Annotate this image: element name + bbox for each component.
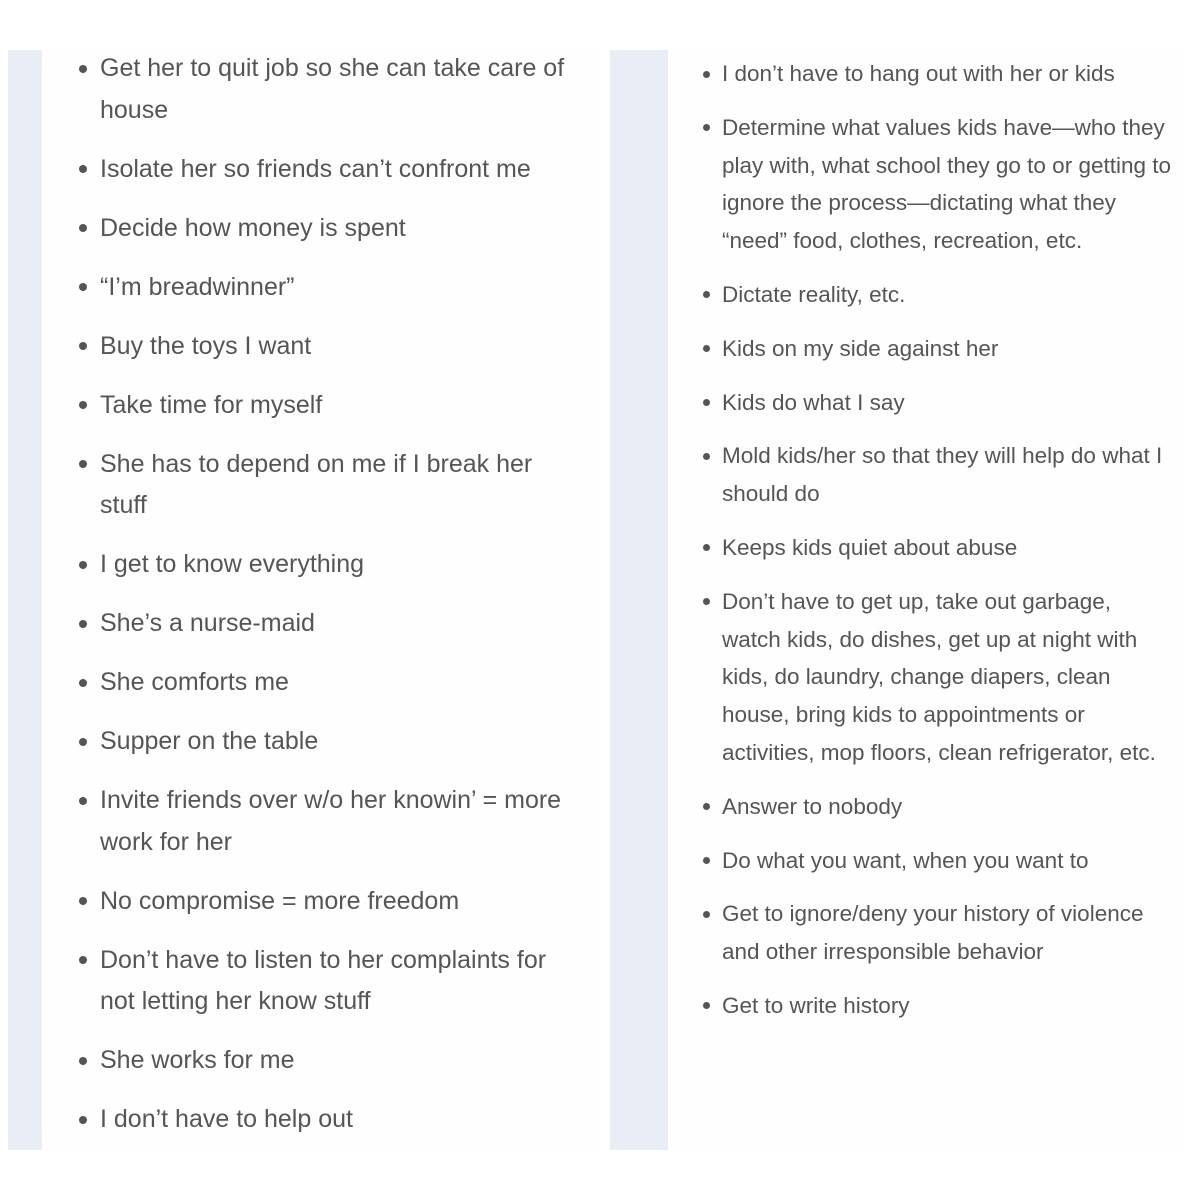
list-item <box>100 940 570 1023</box>
bullet-icon <box>79 224 87 232</box>
bullet-icon <box>79 65 87 73</box>
list-item <box>722 437 1172 513</box>
list-item-text: Supper on the table <box>100 727 319 755</box>
list-item <box>100 444 570 527</box>
bullet-icon <box>79 460 87 468</box>
list-item-text: Keeps kids quiet about abuse <box>722 534 1018 560</box>
list-item-text: She comforts me <box>100 668 289 696</box>
list-item <box>100 662 570 704</box>
list-item <box>722 583 1172 772</box>
list-item <box>722 842 1172 880</box>
right-bullet-list <box>722 55 1172 1041</box>
bullet-icon <box>79 1057 87 1065</box>
list-item-text: Get her to quit job so she can take care of house <box>100 54 565 124</box>
list-item <box>100 721 570 763</box>
list-item <box>100 881 570 923</box>
list-item <box>722 109 1172 260</box>
list-item <box>722 529 1172 567</box>
list-item <box>722 276 1172 314</box>
list-item-text: Invite friends over w/o her knowin’ = more work for her <box>100 786 562 856</box>
list-item-text: Get to write history <box>722 992 910 1018</box>
bullet-icon <box>79 561 87 569</box>
list-item <box>100 208 570 250</box>
list-item-text: Do what you want, when you want to <box>722 847 1089 873</box>
list-item-text: Don’t have to get up, take out garbage, watch kids, do dishes, get up at night with kids, do laundry, change diapers, clean house, bring kids to appointments or activities, mop floors, clean refrigerator, etc. <box>722 588 1156 765</box>
bullet-icon <box>79 342 87 350</box>
list-item <box>722 987 1172 1025</box>
list-item-text: Mold kids/her so that they will help do what I should do <box>722 443 1163 507</box>
list-item-text: No compromise = more freedom <box>100 886 460 915</box>
list-item-text: Buy the toys I want <box>100 331 312 360</box>
bullet-icon <box>79 165 87 173</box>
list-item <box>100 544 570 586</box>
list-item <box>100 326 570 368</box>
bullet-icon <box>703 71 710 78</box>
list-item-text: Kids do what I say <box>722 389 905 415</box>
bullet-icon <box>703 857 710 864</box>
list-item-text: Don’t have to listen to her complaints for not letting her know stuff <box>100 945 547 1015</box>
list-item-text: Decide how money is spent <box>100 213 406 242</box>
list-item <box>100 149 570 191</box>
list-item-text: She has to depend on me if I break her stuff <box>100 449 533 519</box>
list-item <box>100 780 570 863</box>
bullet-icon <box>703 453 710 460</box>
list-item-text: I don’t have to help out <box>100 1105 353 1133</box>
list-item-text: Kids on my side against her <box>722 335 999 361</box>
list-item-text: Determine what values kids have—who they play with, what school they go to or getting to ignore the process—dictating what they “need” food, clothes, recreation, etc. <box>722 114 1172 254</box>
list-item <box>100 1099 570 1141</box>
bullet-icon <box>79 956 87 964</box>
list-item-text: Dictate reality, etc. <box>722 281 906 307</box>
bullet-icon <box>79 283 87 291</box>
list-item-text: She’s a nurse-maid <box>100 609 315 637</box>
list-item <box>722 788 1172 826</box>
list-item-text: “I’m breadwinner” <box>100 272 295 301</box>
list-item <box>722 330 1172 368</box>
bullet-icon <box>79 401 87 409</box>
list-item <box>100 267 570 309</box>
list-item <box>100 385 570 427</box>
list-item <box>722 895 1172 971</box>
list-item <box>100 1040 570 1082</box>
list-item <box>722 384 1172 422</box>
bullet-icon <box>79 1116 87 1124</box>
list-item-text: She works for me <box>100 1046 295 1074</box>
bullet-icon <box>703 911 710 918</box>
bullet-icon <box>79 620 87 628</box>
left-bullet-list <box>100 48 570 1158</box>
bullet-icon <box>79 679 87 687</box>
list-item-text: Answer to nobody <box>722 793 903 819</box>
bullet-icon <box>79 738 87 746</box>
list-item <box>722 55 1172 93</box>
list-item <box>100 48 570 131</box>
list-item-text: Take time for myself <box>100 390 323 419</box>
list-item-text: I don’t have to hang out with her or kids <box>722 61 1115 86</box>
list-item-text: Get to ignore/deny your history of violence and other irresponsible behavior <box>722 901 1144 965</box>
bullet-icon <box>79 897 87 905</box>
list-item-text: I get to know everything <box>100 550 365 578</box>
list-item <box>100 603 570 645</box>
bullet-icon <box>79 797 87 805</box>
list-item-text: Isolate her so friends can’t confront me <box>100 154 531 183</box>
